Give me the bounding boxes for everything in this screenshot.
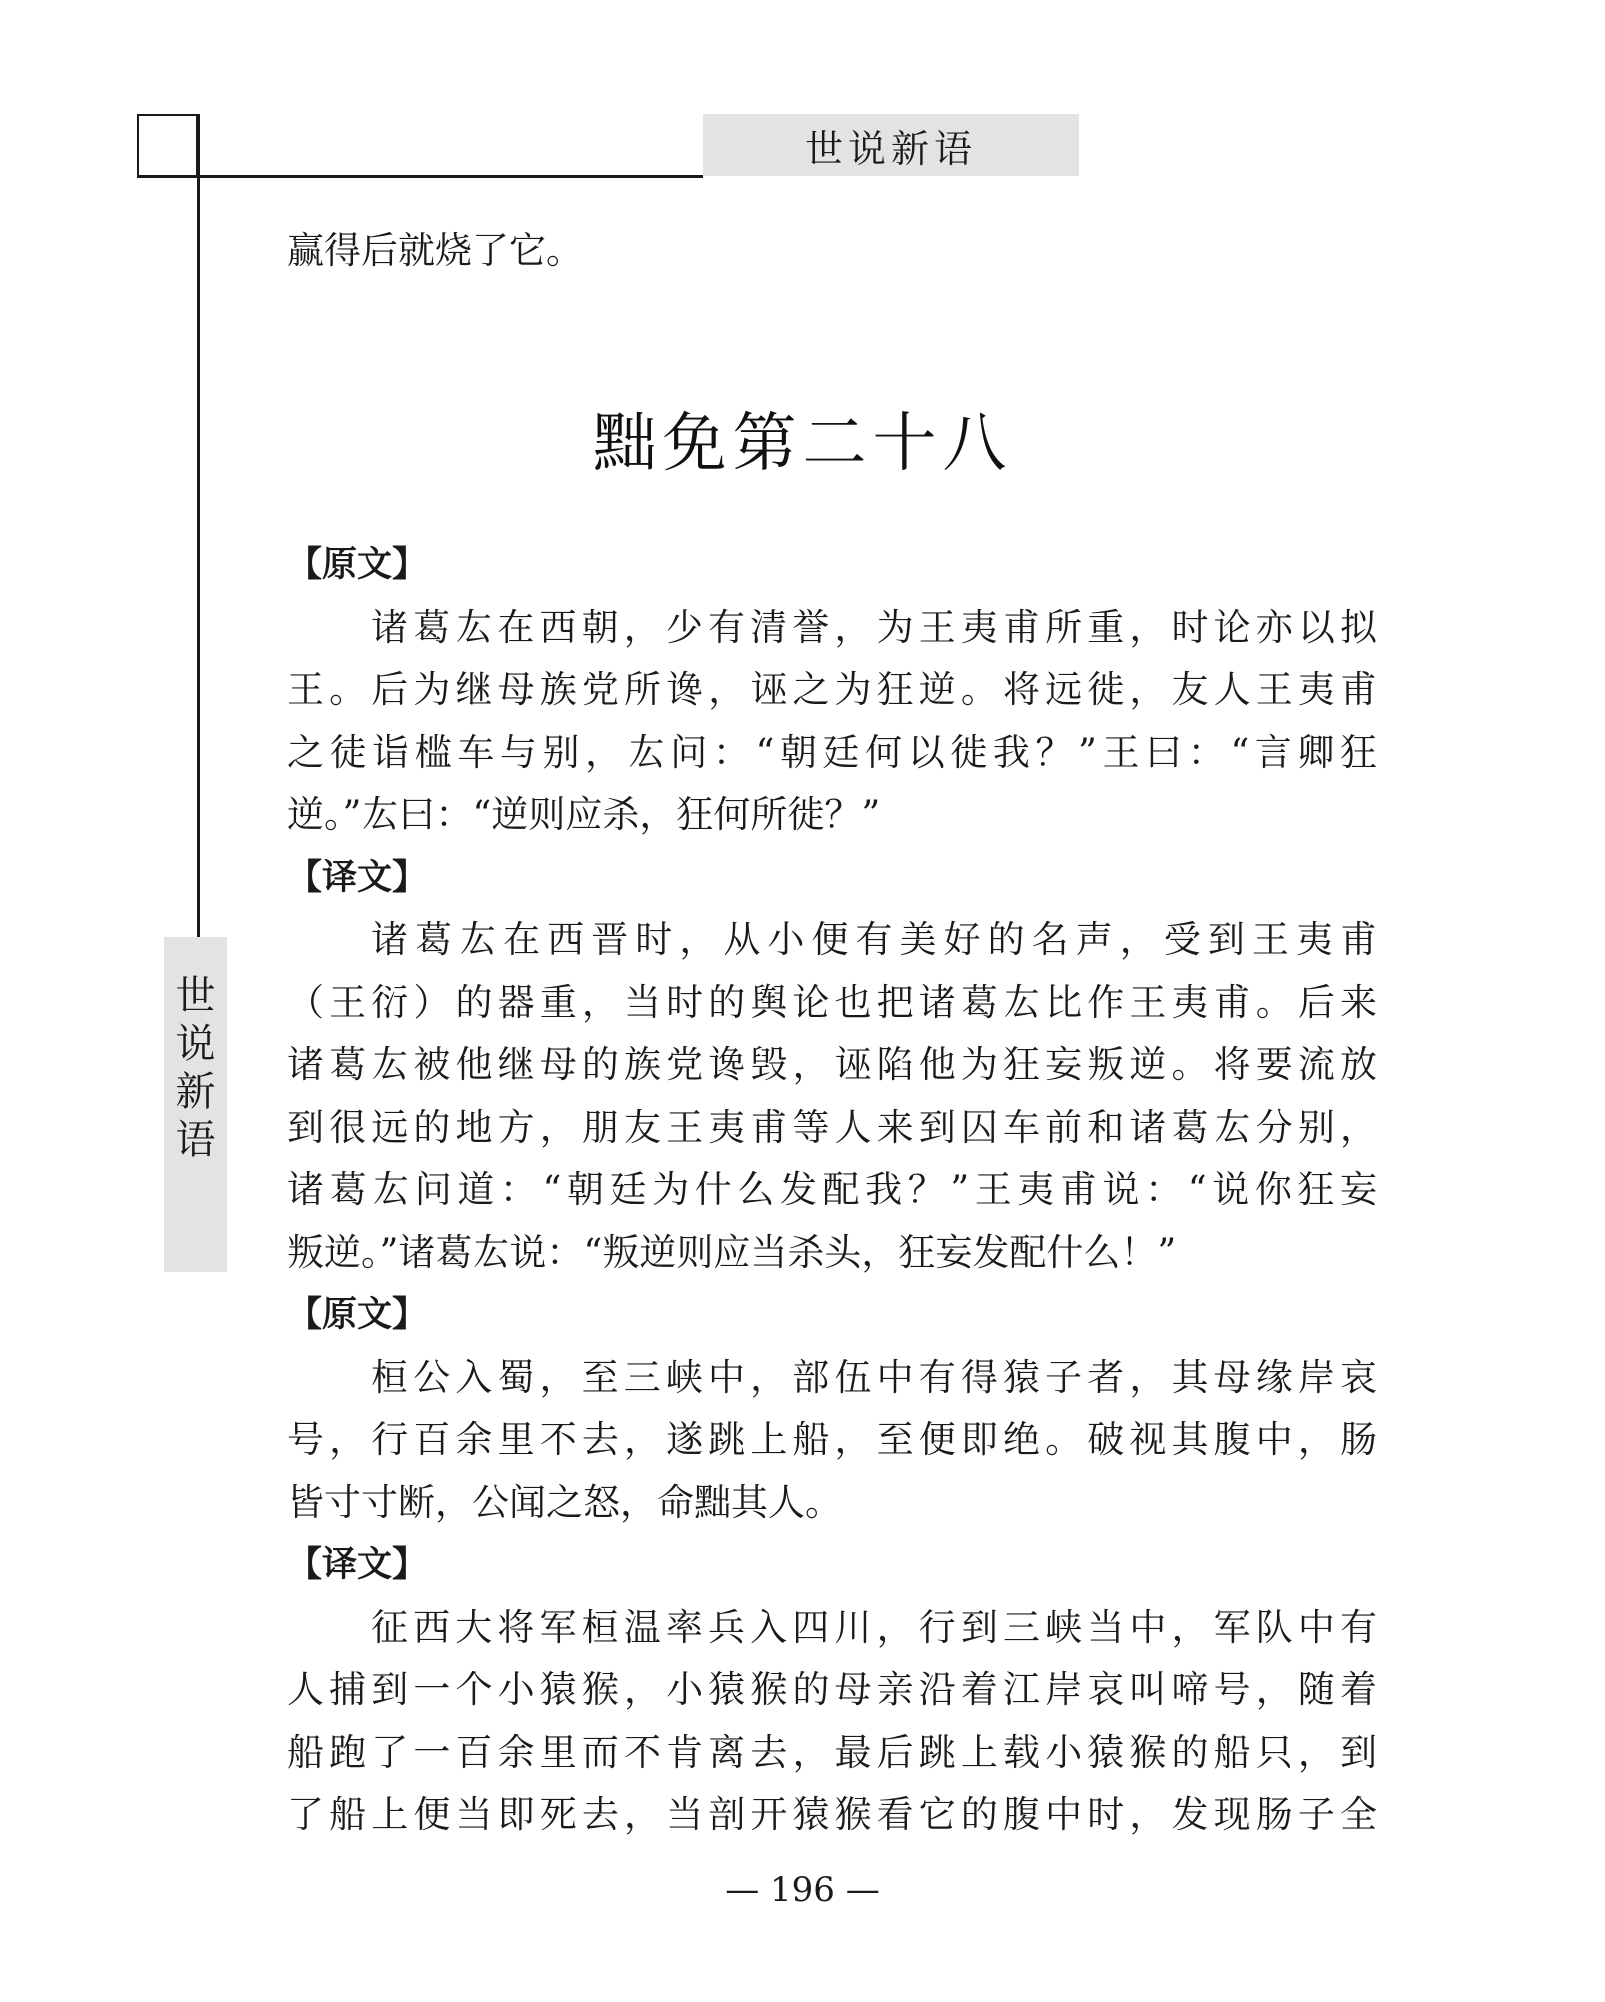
side-tab-char: 世	[175, 973, 216, 1019]
header-rule	[137, 175, 703, 178]
text-line: 诸葛厷问道：“朝廷为什么发配我？”王夷甫说：“说你狂妄	[287, 1168, 1377, 1211]
side-tab-char: 新	[175, 1069, 216, 1115]
text-line: 诸葛厷在西朝，少有清誉，为王夷甫所重，时论亦以拟	[371, 605, 1377, 649]
text-line: 诸葛厷被他继母的族党谗毁，诬陷他为狂妄叛逆。将要流放	[287, 1043, 1377, 1086]
text-line: 王。后为继母族党所谗，诬之为狂逆。将远徙，友人王夷甫	[287, 668, 1377, 711]
text-line: 桓公入蜀，至三峡中，部伍中有得猿子者，其母缘岸哀	[371, 1355, 1377, 1399]
corner-frame	[137, 114, 198, 177]
text-line: 之徒诣槛车与别，厷问：“朝廷何以徙我？”王曰：“言卿狂	[287, 730, 1377, 774]
text-line: 到很远的地方，朋友王夷甫等人来到囚车前和诸葛厷分别，	[287, 1105, 1377, 1149]
text-line: 皆寸寸断，公闻之怒，命黜其人。	[287, 1480, 842, 1524]
side-tab-char: 语	[175, 1117, 216, 1163]
text-line: 船跑了一百余里而不肯离去，最后跳上载小猿猴的船只，到	[287, 1730, 1377, 1774]
chapter-title: 黜免第二十八	[592, 407, 1013, 481]
text-line: 人捕到一个小猿猴，小猿猴的母亲沿着江岸哀叫啼号，随着	[287, 1668, 1377, 1711]
section-label-original: 【原文】	[287, 545, 428, 585]
text-line: 了船上便当即死去，当剖开猿猴看它的腹中时，发现肠子全	[287, 1793, 1377, 1836]
section-label-translation: 【译文】	[287, 857, 428, 898]
running-header-title: 世说新语	[804, 126, 977, 171]
text-line: 叛逆。”诸葛厷说：“叛逆则应当杀头，狂妄发配什么！”	[287, 1230, 1177, 1274]
text-line: 诸葛厷在西晋时，从小便有美好的名声，受到王夷甫	[371, 918, 1377, 961]
text-line: 逆。”厷曰：“逆则应杀，狂何所徙？”	[287, 793, 881, 836]
margin-rule	[197, 114, 200, 937]
section-label-original: 【原文】	[287, 1295, 428, 1335]
page-body	[287, 220, 1377, 283]
text-line: （王衍）的器重，当时的舆论也把诸葛厷比作王夷甫。后来	[287, 980, 1377, 1024]
page-number: — 196 —	[725, 1870, 880, 1910]
text-line: 号，行百余里不去，遂跳上船，至便即绝。破视其腹中，肠	[287, 1418, 1377, 1461]
continuation-line: 赢得后就烧了它。	[287, 229, 583, 272]
side-tab-char: 说	[175, 1021, 216, 1067]
sections	[287, 534, 1377, 1847]
section-label-translation: 【译文】	[287, 1545, 428, 1585]
side-tab	[164, 937, 227, 1272]
running-header	[703, 114, 1079, 176]
text-line: 征西大将军桓温率兵入四川，行到三峡当中，军队中有	[371, 1605, 1377, 1649]
